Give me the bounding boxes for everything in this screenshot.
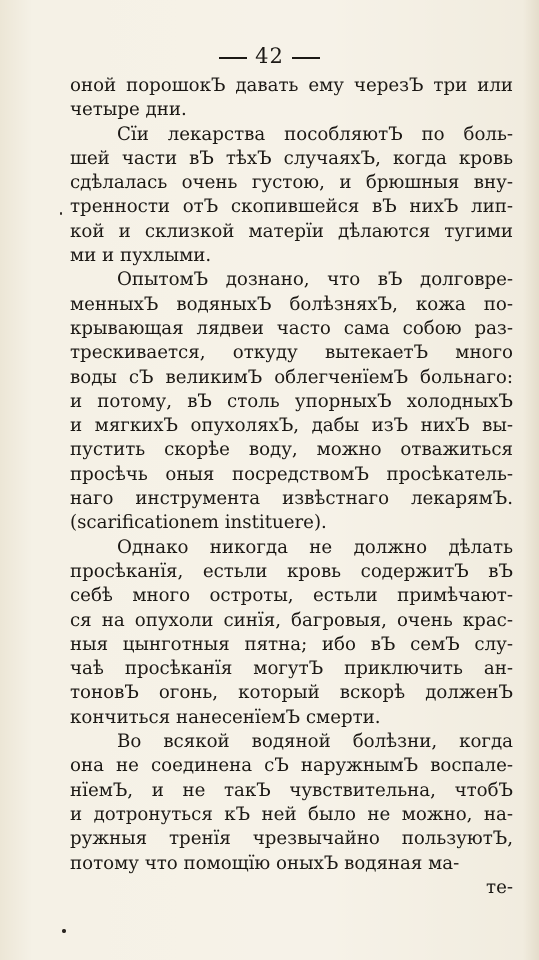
text-line: пустить скорѣе воду, можно отважиться bbox=[70, 439, 513, 461]
text-line: Во всякой водяной болѣзни, когда bbox=[117, 731, 513, 753]
text-line: и потому, вЪ столь упорныхЪ холодныхЪ bbox=[70, 390, 513, 412]
text-line: четыре дни. bbox=[70, 99, 187, 121]
text-line: ныя цынготныя пятна; ибо вЪ семЪ слу- bbox=[70, 633, 513, 655]
paragraph bbox=[70, 123, 513, 269]
text-line: Однако никогда не должно дѣлать bbox=[117, 536, 513, 558]
paragraph bbox=[70, 730, 513, 876]
catchword: те- bbox=[486, 876, 513, 898]
text-line: трескивается, откуду вытекаетЪ много bbox=[70, 342, 513, 364]
text-line: кой и склизкой матерїи дѣлаются тугими bbox=[70, 220, 513, 242]
text-line: она не соединена сЪ наружнымЪ воспале- bbox=[70, 755, 513, 777]
text-line: наго инструмента извѣстнаго лекарямЪ. bbox=[70, 488, 513, 510]
page-text-body bbox=[70, 74, 513, 900]
ink-speck bbox=[62, 929, 66, 933]
text-line: крывающая лядвеи часто сама собою раз- bbox=[70, 317, 513, 339]
text-line: просѣчь оныя посредствомЪ просѣкатель- bbox=[70, 463, 513, 485]
text-line: тренности отЪ скопившейся вЪ нихЪ лип- bbox=[70, 196, 513, 218]
text-line: воды сЪ великимЪ облегченїемЪ больнаго: bbox=[70, 366, 513, 388]
text-line: ружныя тренїя чрезвычайно пользуютЪ, bbox=[70, 828, 513, 850]
text-line: менныхЪ водяныхЪ болѣзняхЪ, кожа по- bbox=[70, 293, 513, 315]
text-line: просѣканїя, естьли кровь содержитЪ вЪ bbox=[70, 560, 513, 582]
page-header bbox=[0, 44, 539, 68]
text-line: тоновЪ огонь, который вскорѣ долженЪ bbox=[70, 682, 513, 704]
text-line: сдѣлалась очень густою, и брюшныя вну- bbox=[70, 172, 513, 194]
text-line: ся на опухоли синїя, багровыя, очень крас- bbox=[70, 609, 513, 631]
text-line: чаѣ просѣканїя могутЪ приключить ан- bbox=[70, 658, 513, 680]
text-line: себѣ много остроты, естьли примѣчают- bbox=[70, 585, 513, 607]
text-line: (scarificationem instituere). bbox=[70, 512, 327, 534]
text-line: потому что помощїю оныхЪ водяная ма- bbox=[70, 852, 460, 874]
text-line: нїемЪ, и не такЪ чувствительна, чтобЪ bbox=[70, 779, 513, 801]
text-line: и дотронуться кЪ ней было не можно, на- bbox=[70, 803, 513, 825]
ink-speck bbox=[60, 212, 62, 215]
text-line: Сїи лекарства пособляютЪ по боль- bbox=[117, 123, 513, 145]
text-line: и мягкихЪ опухоляхЪ, дабы изЪ нихЪ вы- bbox=[70, 415, 513, 437]
text-line: ОпытомЪ дознано, что вЪ долговре- bbox=[117, 269, 513, 291]
header-dash-left bbox=[219, 57, 247, 59]
text-line: шей части вЪ тѣхЪ случаяхЪ, когда кровь bbox=[70, 147, 513, 169]
page-number: 42 bbox=[255, 44, 284, 68]
paragraph bbox=[70, 74, 513, 123]
text-line: кончиться нанесенїемЪ смерти. bbox=[70, 706, 381, 728]
text-line: оной порошокЪ давать ему черезЪ три или bbox=[70, 75, 513, 96]
paragraph bbox=[70, 536, 513, 730]
text-line: ми и пухлыми. bbox=[70, 245, 212, 267]
paragraph bbox=[70, 268, 513, 535]
header-dash-right bbox=[292, 57, 320, 59]
